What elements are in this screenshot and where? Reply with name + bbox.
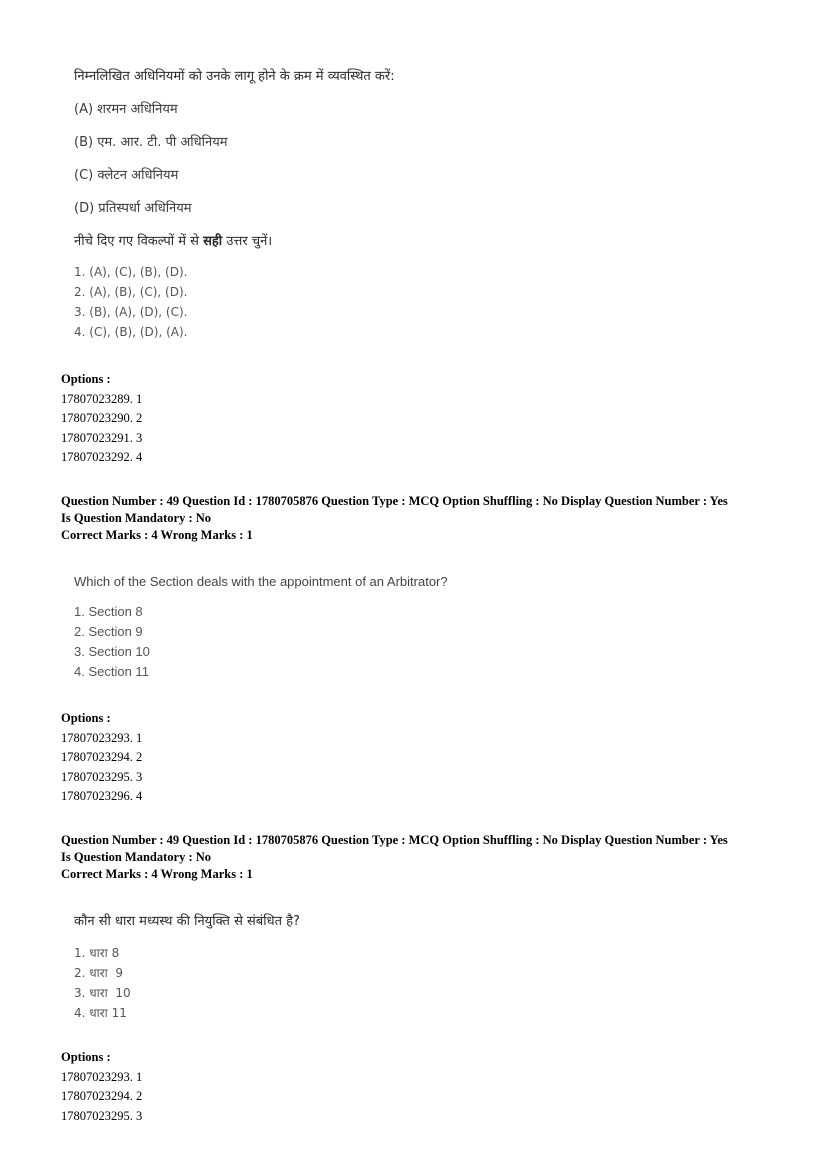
question-meta-line: Question Number : 49 Question Id : 1780705876 Question Type : MCQ Option Shuffling : No Display Question Number : Yes [61,833,728,847]
options-block-1 [61,370,142,468]
option-row: 17807023290. 2 [61,411,143,425]
question-meta-line: Question Number : 49 Question Id : 1780705876 Question Type : MCQ Option Shuffling : No Display Question Number : Yes [61,494,728,508]
option-row: 17807023293. 1 [61,1069,143,1084]
choice-3: 3. Section 10 [74,644,150,659]
choice-2: 2. Section 9 [74,624,143,639]
instruction-bold: सही [203,234,223,249]
mandatory-line: Is Question Mandatory : No [61,511,212,525]
question-image-hindi-acts [74,60,774,342]
choice-4: 4. Section 11 [74,664,149,679]
option-row: 17807023295. 3 [61,1108,143,1123]
choice-2: 2. धारा 9 [74,966,124,980]
option-row: 17807023294. 2 [61,750,143,764]
options-header: Options : [61,1050,111,1064]
question-meta-2 [61,493,801,544]
mandatory-line: Is Question Mandatory : No [61,850,212,864]
choice-1: 1. Section 8 [74,604,143,619]
instruction-text-end: उत्तर चुनें। [222,234,273,249]
option-row: 17807023291. 3 [61,430,143,445]
options-header: Options : [61,711,111,725]
question-image-arbitrator-en [74,574,774,682]
option-row: 17807023293. 1 [61,730,143,745]
statement-b: (B) एम. आर. टी. पी अधिनियम [74,135,228,150]
choice-list [74,262,774,342]
option-row: 17807023289. 1 [61,391,143,406]
option-row: 17807023295. 3 [61,769,143,784]
option-row: 17807023296. 4 [61,789,143,803]
question-stem: कौन सी धारा मध्यस्थ की नियुक्ति से संबंधित है? [74,914,300,929]
choice-4: 4. (C), (B), (D), (A). [74,325,188,339]
statement-a: (A) शरमन अधिनियम [74,102,178,117]
statement-c: (C) क्लेटन अधिनियम [74,168,179,183]
instruction [74,225,774,258]
question-stem: निम्नलिखित अधिनियमों को उनके लागू होने के क्रम में व्यवस्थित करें: [74,69,395,84]
choice-1: 1. (A), (C), (B), (D). [74,265,188,279]
choice-4: 4. धारा 11 [74,1006,127,1020]
question-stem: Which of the Section deals with the appointment of an Arbitrator? [74,574,448,589]
choice-1: 1. धारा 8 [74,946,120,960]
statement-d: (D) प्रतिस्पर्धा अधिनियम [74,201,192,216]
instruction-text: नीचे दिए गए विकल्पों में से [74,234,204,249]
options-block-3 [61,1048,142,1126]
choice-3: 3. (B), (A), (D), (C). [74,305,188,319]
question-image-arbitrator-hi [74,911,774,1023]
options-block-2 [61,709,142,807]
choice-2: 2. (A), (B), (C), (D). [74,285,188,299]
choice-3: 3. धारा 10 [74,986,131,1000]
marks-line: Correct Marks : 4 Wrong Marks : 1 [61,528,253,542]
question-meta-3 [61,832,801,883]
option-row: 17807023292. 4 [61,450,143,464]
options-header: Options : [61,372,111,386]
marks-line: Correct Marks : 4 Wrong Marks : 1 [61,867,253,881]
option-row: 17807023294. 2 [61,1089,143,1103]
